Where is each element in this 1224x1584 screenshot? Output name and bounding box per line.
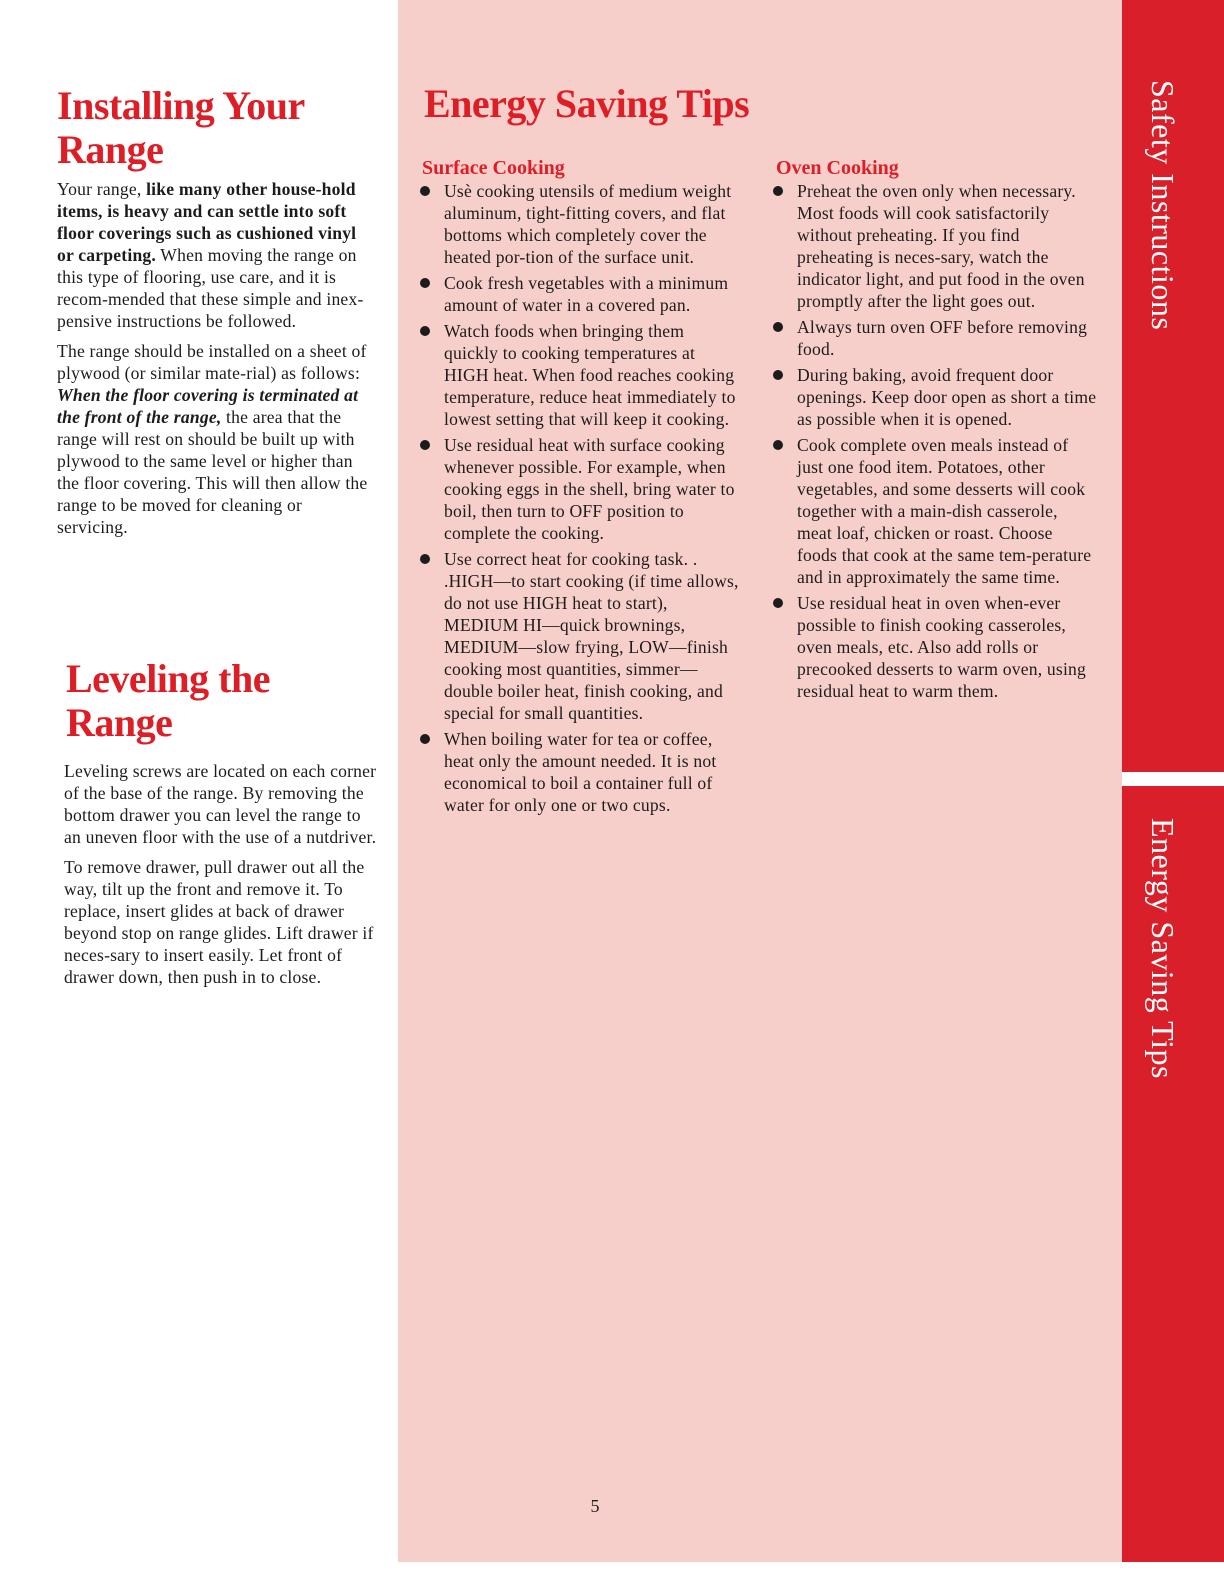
leveling-paragraph-1: Leveling screws are located on each corner of the base of the range. By removing the bottom drawer you can level the range to an uneven floor with the use of a nutdriver. [64,761,377,847]
surface-cooking-list [420,180,742,820]
surface-tips [420,180,742,816]
leveling-paragraph-2: To remove drawer, pull drawer out all the way, tilt up the front and remove it. To replace, insert glides at back of drawer beyond stop on range glides. Lift drawer if neces-sary to insert easily. Let front of drawer down, then push in to close. [64,857,374,987]
surface-tip: Cook fresh vegetables with a minimum amount of water in a covered pan. [420,272,742,316]
oven-cooking-heading: Oven Cooking [776,157,899,179]
tab-energy-saving-tips: Energy Saving Tips [1145,818,1181,1079]
installing-heading [57,84,305,172]
tab-safety-instructions: Safety Instructions [1145,80,1181,331]
surface-tip: Use residual heat with surface cooking whenever possible. For example, when cooking eggs in the shell, bring water to boil, then turn to OFF position to complete the cooking. [420,434,742,544]
leveling-heading [66,657,270,745]
oven-cooking-list [773,180,1097,706]
installing-p1-continuation: When moving the range on this type of flooring, use care, and it is recom-mended that these simple and inex-pensive instructions be followed. [57,245,364,331]
oven-tip: During baking, avoid frequent door openings. Keep door open as short a time as possible when it is opened. [773,364,1097,430]
installing-p2-emphasis: When the floor covering is terminated at the front of the range, [57,385,359,427]
oven-tip: Use residual heat in oven when-ever possible to finish cooking casseroles, oven meals, etc. Also add rolls or precooked desserts to warm oven, using residual heat to warm them. [773,592,1097,702]
installing-heading-line2: Range [57,127,164,172]
tab-divider [1122,772,1224,786]
oven-tips [773,180,1097,702]
installing-heading-line1: Installing Your [57,83,305,128]
installing-p1-text: Your range, [57,179,147,199]
installing-paragraph-1 [57,178,375,332]
installing-p1-emphasis: like many other house-hold items, is heavy and can settle into soft floor coverings such as cushioned vinyl or carpeting. [57,179,357,265]
surface-tip: When boiling water for tea or coffee, heat only the amount needed. It is not economical to boil a container full of water for only one or two cups. [420,728,742,816]
oven-tip: Cook complete oven meals instead of just one food item. Potatoes, other vegetables, and some desserts will cook together with a main-dish casserole, meat loaf, chicken or roast. Choose foods that cook at the same tem-perature and in approximately the same time. [773,434,1097,588]
installing-section [57,178,375,546]
surface-cooking-heading: Surface Cooking [422,157,565,179]
energy-tips-heading: Energy Saving Tips [424,81,750,126]
surface-tip: Usè cooking utensils of medium weight aluminum, tight-fitting covers, and flat bottoms which completely cover the heated por-tion of the surface unit. [420,180,742,268]
page-number: 5 [590,1496,600,1516]
installing-p2-text: The range should be installed on a sheet of plywood (or similar mate-rial) as follows: [57,341,367,383]
leveling-heading-line1: Leveling the [66,656,270,701]
installing-paragraph-2 [57,340,375,538]
leveling-section [64,760,382,996]
installing-p2-continuation: the area that the range will rest on should be built up with plywood to the same level or higher than the floor covering. This will then allow the range to be moved for cleaning or servicing. [57,407,368,537]
oven-tip: Always turn oven OFF before removing food. [773,316,1097,360]
leveling-heading-line2: Range [66,700,173,745]
surface-tip: Watch foods when bringing them quickly to cooking temperatures at HIGH heat. When food reaches cooking temperature, reduce heat immediately to lowest setting that will keep it cooking. [420,320,742,430]
page-bottom-margin [0,1562,1224,1584]
oven-tip: Preheat the oven only when necessary. Most foods will cook satisfactorily without preheating. If you find preheating is neces-sary, watch the indicator light, and put food in the oven promptly after the light goes out. [773,180,1097,312]
surface-tip: Use correct heat for cooking task. . .HIGH—to start cooking (if time allows, do not use HIGH heat to start), MEDIUM HI—quick brownings, MEDIUM—slow frying, LOW—finish cooking most quantities, simmer—double boiler heat, finish cooking, and special for small quantities. [420,548,742,724]
